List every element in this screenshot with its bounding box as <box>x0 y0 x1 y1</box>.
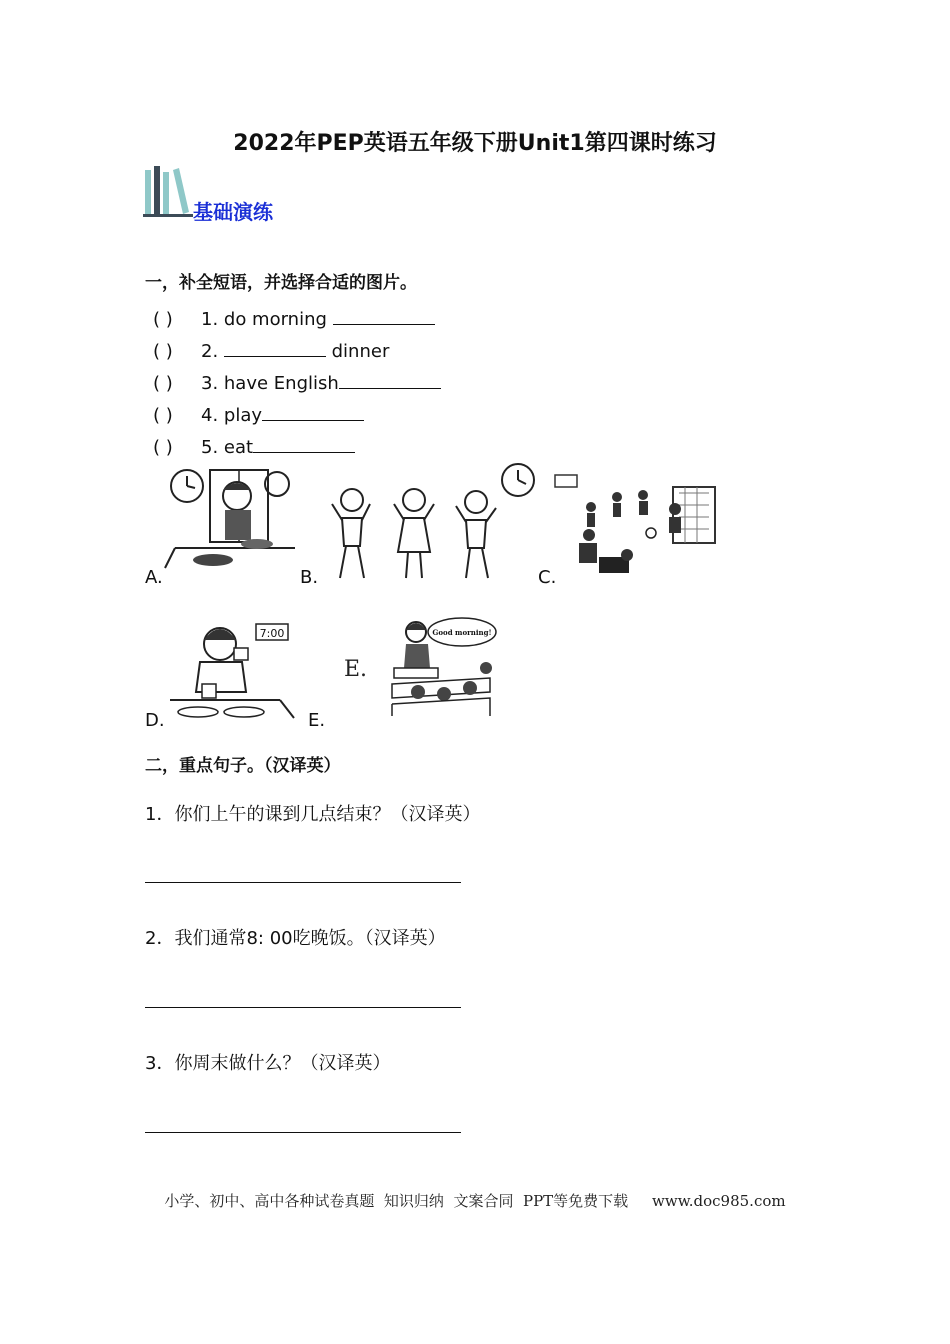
list-item <box>153 306 435 330</box>
answer-paren: ( ) <box>153 309 173 330</box>
fill-blank[interactable] <box>253 434 355 453</box>
picture-c-football <box>555 465 720 583</box>
answer-line[interactable] <box>145 1132 461 1133</box>
sentence-1: 1．你们上午的课到几点结束？（汉译英） <box>145 804 481 825</box>
answer-line[interactable] <box>145 1007 461 1008</box>
clock-time-text: 7:00 <box>259 627 285 640</box>
list-item <box>153 338 389 362</box>
list-item <box>153 370 441 394</box>
answer-paren: ( ) <box>153 437 173 458</box>
fill-blank[interactable] <box>339 370 441 389</box>
part1-heading: 一，补全短语，并选择合适的图片。 <box>145 273 417 293</box>
picture-a-breakfast <box>165 468 300 578</box>
item-text: 4. play <box>201 405 263 426</box>
page-footer: 小学、初中、高中各种试卷真题 知识归纳 文案合同 PPT等免费下载 www.doc985.com <box>164 1192 786 1210</box>
picture-e-classroom <box>340 612 500 722</box>
answer-paren: ( ) <box>153 405 173 426</box>
picture-letter-b: B. <box>300 567 319 588</box>
picture-letter-d: D. <box>145 710 165 731</box>
page-title: 2022年PEP英语五年级下册Unit1第四课时练习 <box>233 131 717 156</box>
sentence-2: 2．我们通常8: 00吃晚饭。（汉译英） <box>145 928 446 949</box>
item-text: 2. <box>201 341 224 362</box>
answer-line[interactable] <box>145 882 461 883</box>
item-text: 5. eat <box>201 437 254 458</box>
fill-blank[interactable] <box>262 402 364 421</box>
picture-letter-a: A. <box>145 567 163 588</box>
speech-bubble-text: Good morning! <box>432 628 492 637</box>
picture-d-dinner <box>170 616 300 724</box>
list-item <box>153 402 364 426</box>
fill-blank[interactable] <box>333 306 435 325</box>
books-icon <box>143 166 193 218</box>
picture-e-mark: E. <box>344 657 368 682</box>
answer-paren: ( ) <box>153 373 173 394</box>
list-item <box>153 434 355 458</box>
part2-heading: 二，重点句子。（汉译英） <box>145 756 341 776</box>
fill-blank[interactable] <box>224 338 326 357</box>
section-label: 基础演练 <box>193 200 273 224</box>
picture-b-exercises <box>330 460 540 584</box>
picture-letter-e: E. <box>308 710 326 731</box>
sentence-3: 3．你周末做什么？（汉译英） <box>145 1053 391 1074</box>
answer-paren: ( ) <box>153 341 173 362</box>
item-text: 1. do morning <box>201 309 333 330</box>
picture-letter-c: C. <box>538 567 557 588</box>
item-text: dinner <box>325 341 390 362</box>
section-banner <box>143 166 303 226</box>
item-text: 3. have English <box>201 373 339 394</box>
